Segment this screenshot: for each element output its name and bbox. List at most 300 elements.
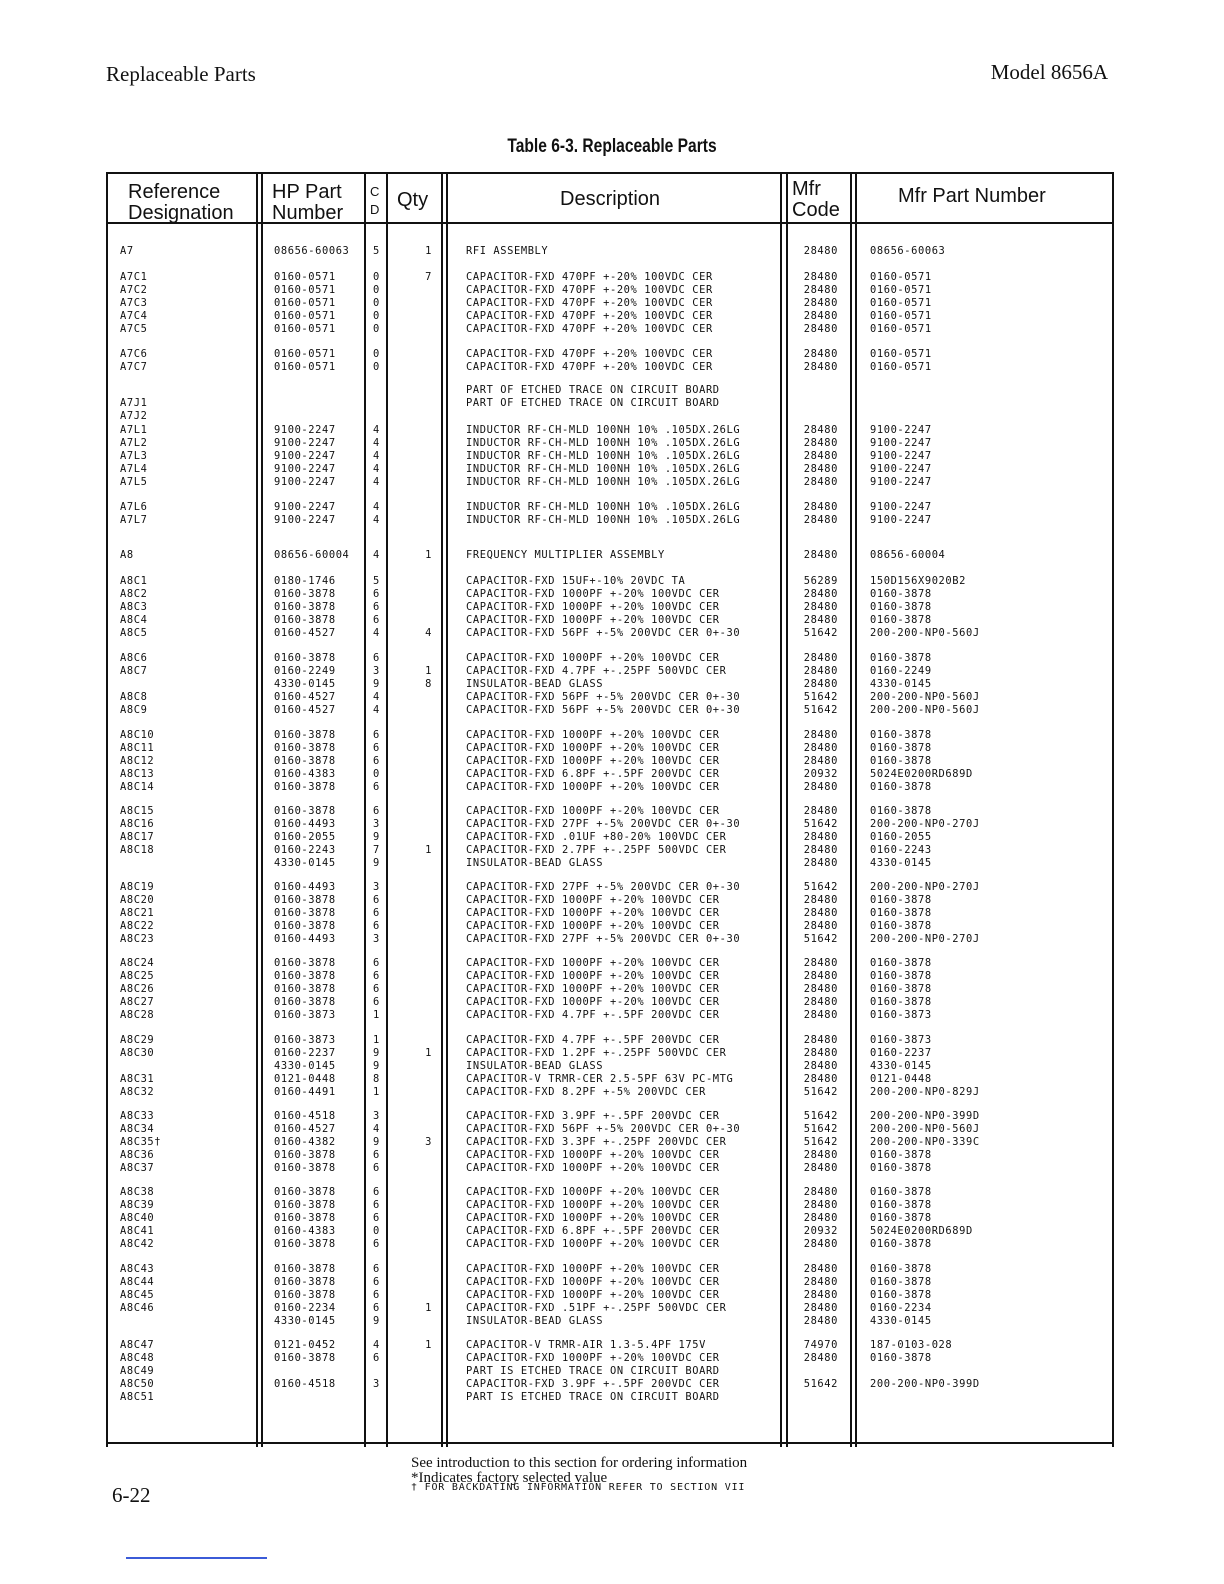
cell-desc: CAPACITOR-FXD 1000PF +-20% 100VDC CER: [466, 1276, 720, 1288]
cell-ref: A8C45: [120, 1289, 155, 1301]
cell-code: 28480: [803, 844, 838, 856]
cell-code: 28480: [803, 437, 838, 449]
cell-mfr: 0160-3878: [870, 1289, 932, 1301]
table-row: [0, 1365, 1224, 1378]
cell-cd: 9: [373, 678, 380, 690]
cell-hp: 0160-0571: [274, 361, 336, 373]
cell-ref: A8C43: [120, 1263, 155, 1275]
col-head-hp-2: Number: [272, 202, 344, 224]
cell-hp: 0160-4491: [274, 1086, 336, 1098]
cell-cd: 6: [373, 781, 380, 793]
cell-cd: 1: [373, 1009, 380, 1021]
table-row: [0, 397, 1224, 410]
cell-desc: CAPACITOR-FXD 1000PF +-20% 100VDC CER: [466, 1238, 720, 1250]
cell-cd: 0: [373, 348, 380, 360]
cell-mfr: 200-200-NP0-270J: [870, 933, 980, 945]
cell-cd: 9: [373, 1060, 380, 1072]
cell-hp: 0160-3878: [274, 1199, 336, 1211]
table-row: [0, 1123, 1224, 1136]
cell-ref: A7C4: [120, 310, 148, 322]
cell-desc: CAPACITOR-FXD 470PF +-20% 100VDC CER: [466, 284, 713, 296]
table-row: [0, 1238, 1224, 1251]
cell-mfr: 9100-2247: [870, 501, 932, 513]
cell-ref: A7C5: [120, 323, 148, 335]
cell-mfr: 08656-60004: [870, 549, 946, 561]
cell-hp: 0160-3878: [274, 957, 336, 969]
cell-mfr: 0160-2243: [870, 844, 932, 856]
table-row: [0, 501, 1224, 514]
cell-hp: 0160-4527: [274, 704, 336, 716]
cell-mfr: 200-200-NP0-560J: [870, 691, 980, 703]
cell-cd: 6: [373, 729, 380, 741]
cell-code: 28480: [803, 601, 838, 613]
cell-cd: 4: [373, 549, 380, 561]
table-row: [0, 1060, 1224, 1073]
cell-desc: CAPACITOR-FXD .01UF +80-20% 100VDC CER: [466, 831, 727, 843]
cell-hp: 0160-3878: [274, 1149, 336, 1161]
cell-code: 28480: [803, 1009, 838, 1021]
table-row: [0, 1086, 1224, 1099]
cell-code: 28480: [803, 424, 838, 436]
cell-code: 28480: [803, 323, 838, 335]
table-row: [0, 1276, 1224, 1289]
cell-qty: 1: [425, 1047, 432, 1059]
cell-desc: CAPACITOR-FXD 27PF +-5% 200VDC CER 0+-30: [466, 818, 741, 830]
cell-cd: 6: [373, 920, 380, 932]
cell-code: 28480: [803, 588, 838, 600]
cell-desc: CAPACITOR-FXD 1000PF +-20% 100VDC CER: [466, 1352, 720, 1364]
col-head-desc: Description: [560, 188, 661, 210]
cell-desc: INSULATOR-BEAD GLASS: [466, 678, 604, 690]
cell-ref: A8C26: [120, 983, 155, 995]
cell-cd: 6: [373, 1149, 380, 1161]
table-row: [0, 361, 1224, 374]
cell-code: 28480: [803, 1162, 838, 1174]
cell-mfr: 0160-3878: [870, 1199, 932, 1211]
cell-ref: A7C7: [120, 361, 148, 373]
cell-cd: 3: [373, 881, 380, 893]
table-row: [0, 1110, 1224, 1123]
cell-cd: 6: [373, 1289, 380, 1301]
cell-code: 28480: [803, 1238, 838, 1250]
cell-ref: A7J1: [120, 397, 148, 409]
cell-cd: 6: [373, 1212, 380, 1224]
cell-qty: 1: [425, 844, 432, 856]
cell-desc: CAPACITOR-FXD 6.8PF +-.5PF 200VDC CER: [466, 768, 720, 780]
cell-code: 28480: [803, 1186, 838, 1198]
cell-mfr: 200-200-NP0-560J: [870, 1123, 980, 1135]
cell-code: 51642: [803, 818, 838, 830]
cell-desc: CAPACITOR-FXD 1000PF +-20% 100VDC CER: [466, 1149, 720, 1161]
table-row: [0, 729, 1224, 742]
cell-ref: A8C30: [120, 1047, 155, 1059]
table-row: [0, 678, 1224, 691]
cell-cd: 4: [373, 514, 380, 526]
cell-code: 28480: [803, 501, 838, 513]
cell-code: 28480: [803, 1315, 838, 1327]
cell-desc: CAPACITOR-FXD 1000PF +-20% 100VDC CER: [466, 920, 720, 932]
table-row: [0, 1302, 1224, 1315]
cell-cd: 4: [373, 691, 380, 703]
cell-hp: 0160-0571: [274, 348, 336, 360]
cell-cd: 6: [373, 742, 380, 754]
cell-code: 51642: [803, 704, 838, 716]
cell-hp: 0160-4518: [274, 1378, 336, 1390]
cell-hp: 0160-3878: [274, 805, 336, 817]
cell-hp: 9100-2247: [274, 476, 336, 488]
cell-desc: CAPACITOR-FXD 56PF +-5% 200VDC CER 0+-30: [466, 691, 741, 703]
cell-ref: A8C5: [120, 627, 148, 639]
cell-code: 20932: [803, 1225, 838, 1237]
cell-hp: 0160-3878: [274, 1276, 336, 1288]
cell-cd: 3: [373, 933, 380, 945]
cell-hp: 0160-0571: [274, 323, 336, 335]
cell-desc: PART OF ETCHED TRACE ON CIRCUIT BOARD: [466, 397, 720, 409]
cell-cd: 6: [373, 907, 380, 919]
col-head-code-1: Mfr: [792, 178, 821, 200]
cell-mfr: 0160-3878: [870, 996, 932, 1008]
cell-hp: 0160-3878: [274, 1352, 336, 1364]
cell-cd: 3: [373, 665, 380, 677]
cell-ref: A8C51: [120, 1391, 155, 1403]
cell-qty: 1: [425, 549, 432, 561]
table-row: [0, 857, 1224, 870]
table-row: [0, 245, 1224, 258]
cell-code: 28480: [803, 907, 838, 919]
table-row: [0, 437, 1224, 450]
cell-code: 51642: [803, 881, 838, 893]
cell-mfr: 0160-3878: [870, 601, 932, 613]
cell-hp: 0160-3878: [274, 970, 336, 982]
cell-code: 28480: [803, 805, 838, 817]
cell-ref: A8C50: [120, 1378, 155, 1390]
table-row: [0, 1289, 1224, 1302]
cell-cd: 4: [373, 476, 380, 488]
cell-desc: CAPACITOR-FXD 1000PF +-20% 100VDC CER: [466, 1162, 720, 1174]
cell-cd: 6: [373, 1162, 380, 1174]
cell-code: 28480: [803, 463, 838, 475]
cell-ref: A7L2: [120, 437, 148, 449]
cell-code: 28480: [803, 665, 838, 677]
cell-ref: A7L7: [120, 514, 148, 526]
cell-desc: CAPACITOR-FXD 470PF +-20% 100VDC CER: [466, 323, 713, 335]
cell-hp: 0160-4383: [274, 768, 336, 780]
table-row: [0, 768, 1224, 781]
cell-cd: 6: [373, 755, 380, 767]
cell-code: 28480: [803, 271, 838, 283]
cell-qty: 1: [425, 1302, 432, 1314]
cell-desc: INSULATOR-BEAD GLASS: [466, 1315, 604, 1327]
cell-ref: A8C42: [120, 1238, 155, 1250]
cell-ref: A8C48: [120, 1352, 155, 1364]
table-row: [0, 957, 1224, 970]
table-row: [0, 549, 1224, 562]
cell-hp: 08656-60004: [274, 549, 350, 561]
cell-ref: A7L4: [120, 463, 148, 475]
cell-code: 28480: [803, 857, 838, 869]
cell-desc: RFI ASSEMBLY: [466, 245, 549, 257]
table-row: [0, 1225, 1224, 1238]
cell-desc: CAPACITOR-FXD 1000PF +-20% 100VDC CER: [466, 805, 720, 817]
table-row: [0, 463, 1224, 476]
cell-desc: CAPACITOR-FXD 56PF +-5% 200VDC CER 0+-30: [466, 627, 741, 639]
cell-mfr: 4330-0145: [870, 1060, 932, 1072]
cell-cd: 6: [373, 601, 380, 613]
table-row: [0, 742, 1224, 755]
cell-code: 74970: [803, 1339, 838, 1351]
cell-hp: 0160-3878: [274, 996, 336, 1008]
cell-mfr: 0160-3878: [870, 1276, 932, 1288]
cell-ref: A8C35†: [120, 1136, 162, 1148]
cell-desc: CAPACITOR-FXD 1000PF +-20% 100VDC CER: [466, 907, 720, 919]
cell-code: 51642: [803, 933, 838, 945]
cell-code: 28480: [803, 920, 838, 932]
footer-note-factory: *Indicates factory selected value: [411, 1470, 608, 1486]
cell-hp: 0160-3878: [274, 1212, 336, 1224]
cell-cd: 4: [373, 1339, 380, 1351]
cell-desc: INDUCTOR RF-CH-MLD 100NH 10% .105DX.26LG: [466, 424, 741, 436]
cell-cd: 3: [373, 1378, 380, 1390]
cell-desc: CAPACITOR-FXD 3.9PF +-.5PF 200VDC CER: [466, 1378, 720, 1390]
cell-desc: CAPACITOR-FXD 1000PF +-20% 100VDC CER: [466, 742, 720, 754]
table-row: [0, 323, 1224, 336]
table-row: [0, 844, 1224, 857]
cell-desc: CAPACITOR-FXD 3.3PF +-.25PF 200VDC CER: [466, 1136, 727, 1148]
cell-ref: A8C27: [120, 996, 155, 1008]
cell-mfr: 200-200-NP0-399D: [870, 1110, 980, 1122]
cell-qty: 4: [425, 627, 432, 639]
cell-mfr: 0160-3878: [870, 805, 932, 817]
cell-code: 28480: [803, 348, 838, 360]
cell-code: 28480: [803, 310, 838, 322]
cell-cd: 6: [373, 652, 380, 664]
cell-desc: PART IS ETCHED TRACE ON CIRCUIT BOARD: [466, 1391, 720, 1403]
cell-cd: 0: [373, 1225, 380, 1237]
cell-code: 28480: [803, 476, 838, 488]
cell-code: 28480: [803, 1047, 838, 1059]
cell-desc: CAPACITOR-FXD 1000PF +-20% 100VDC CER: [466, 652, 720, 664]
table-row: [0, 601, 1224, 614]
cell-code: 51642: [803, 1136, 838, 1148]
cell-qty: 1: [425, 245, 432, 257]
cell-desc: CAPACITOR-FXD 470PF +-20% 100VDC CER: [466, 310, 713, 322]
table-row: [0, 450, 1224, 463]
cell-mfr: 0160-2234: [870, 1302, 932, 1314]
cell-desc: CAPACITOR-FXD 15UF+-10% 20VDC TA: [466, 575, 686, 587]
cell-ref: A7L5: [120, 476, 148, 488]
cell-ref: A8C13: [120, 768, 155, 780]
cell-mfr: 4330-0145: [870, 857, 932, 869]
cell-cd: 6: [373, 983, 380, 995]
cell-cd: 7: [373, 844, 380, 856]
cell-hp: 0160-4518: [274, 1110, 336, 1122]
cell-mfr: 0121-0448: [870, 1073, 932, 1085]
cell-ref: A7L3: [120, 450, 148, 462]
footer-note-ordering: See introduction to this section for ordering information: [411, 1455, 748, 1471]
cell-hp: 0160-2234: [274, 1302, 336, 1314]
cell-hp: 0160-2243: [274, 844, 336, 856]
cell-mfr: 0160-2237: [870, 1047, 932, 1059]
cell-qty: 1: [425, 1339, 432, 1351]
cell-hp: 0160-4382: [274, 1136, 336, 1148]
cell-hp: 0160-3878: [274, 1263, 336, 1275]
cell-mfr: 9100-2247: [870, 463, 932, 475]
cell-mfr: 200-200-NP0-270J: [870, 881, 980, 893]
table-row: [0, 1391, 1224, 1404]
table-row: [0, 805, 1224, 818]
cell-code: 28480: [803, 742, 838, 754]
cell-cd: 0: [373, 271, 380, 283]
cell-cd: 6: [373, 1352, 380, 1364]
table-row: [0, 1352, 1224, 1365]
col-head-mfr: Mfr Part Number: [898, 185, 1046, 207]
cell-ref: A8C25: [120, 970, 155, 982]
cell-mfr: 0160-3878: [870, 970, 932, 982]
cell-mfr: 0160-3878: [870, 755, 932, 767]
cell-cd: 4: [373, 627, 380, 639]
cell-desc: INDUCTOR RF-CH-MLD 100NH 10% .105DX.26LG: [466, 463, 741, 475]
cell-desc: CAPACITOR-FXD .51PF +-.25PF 500VDC CER: [466, 1302, 727, 1314]
table-row: [0, 1186, 1224, 1199]
cell-ref: A8C41: [120, 1225, 155, 1237]
cell-qty: 7: [425, 271, 432, 283]
cell-ref: A8C6: [120, 652, 148, 664]
cell-cd: 0: [373, 310, 380, 322]
table-row: [0, 1136, 1224, 1149]
cell-cd: 1: [373, 1086, 380, 1098]
cell-ref: A8C3: [120, 601, 148, 613]
cell-ref: A8C7: [120, 665, 148, 677]
cell-cd: 4: [373, 704, 380, 716]
cell-hp: 0160-0571: [274, 297, 336, 309]
cell-mfr: 0160-2249: [870, 665, 932, 677]
cell-code: 28480: [803, 1199, 838, 1211]
cell-mfr: 0160-3878: [870, 983, 932, 995]
cell-code: 51642: [803, 1086, 838, 1098]
cell-cd: 9: [373, 1136, 380, 1148]
cell-hp: 0160-3878: [274, 894, 336, 906]
table-row: [0, 514, 1224, 527]
cell-mfr: 0160-3878: [870, 920, 932, 932]
cell-ref: A8C38: [120, 1186, 155, 1198]
cell-code: 51642: [803, 1110, 838, 1122]
cell-code: 28480: [803, 361, 838, 373]
cell-ref: A8C36: [120, 1149, 155, 1161]
cell-hp: 0160-3878: [274, 1162, 336, 1174]
col-head-ref-2: Designation: [128, 202, 234, 224]
cell-ref: A8C29: [120, 1034, 155, 1046]
table-row: [0, 781, 1224, 794]
cell-mfr: 0160-3878: [870, 957, 932, 969]
cell-hp: 0160-2237: [274, 1047, 336, 1059]
cell-code: 28480: [803, 831, 838, 843]
cell-hp: 0160-0571: [274, 310, 336, 322]
cell-code: 20932: [803, 768, 838, 780]
cell-mfr: 0160-3878: [870, 1149, 932, 1161]
cell-cd: 0: [373, 361, 380, 373]
table-row: [0, 1034, 1224, 1047]
cell-hp: 0160-4527: [274, 627, 336, 639]
cell-ref: A7C1: [120, 271, 148, 283]
cell-hp: 0160-3878: [274, 652, 336, 664]
table-row: [0, 933, 1224, 946]
table-row: [0, 1315, 1224, 1328]
cell-code: 28480: [803, 1289, 838, 1301]
cell-ref: A8: [120, 549, 134, 561]
cell-ref: A8C21: [120, 907, 155, 919]
cell-ref: A8C49: [120, 1365, 155, 1377]
cell-mfr: 187-0103-028: [870, 1339, 953, 1351]
cell-mfr: 9100-2247: [870, 437, 932, 449]
col-head-code-2: Code: [792, 199, 840, 221]
cell-code: 28480: [803, 245, 838, 257]
cell-hp: 9100-2247: [274, 450, 336, 462]
cell-mfr: 9100-2247: [870, 476, 932, 488]
page-header-left: Replaceable Parts: [106, 62, 256, 86]
cell-ref: A7J2: [120, 410, 148, 422]
cell-ref: A8C37: [120, 1162, 155, 1174]
cell-hp: 4330-0145: [274, 1060, 336, 1072]
table-row: [0, 894, 1224, 907]
cell-ref: A8C2: [120, 588, 148, 600]
cell-desc: CAPACITOR-FXD 1000PF +-20% 100VDC CER: [466, 970, 720, 982]
cell-code: 28480: [803, 1352, 838, 1364]
cell-hp: 0160-2055: [274, 831, 336, 843]
cell-mfr: 0160-3878: [870, 907, 932, 919]
cell-mfr: 5024E0200RD689D: [870, 1225, 973, 1237]
cell-mfr: 200-200-NP0-560J: [870, 627, 980, 639]
cell-mfr: 200-200-NP0-339C: [870, 1136, 980, 1148]
cell-ref: A8C23: [120, 933, 155, 945]
cell-desc: CAPACITOR-FXD 6.8PF +-.5PF 200VDC CER: [466, 1225, 720, 1237]
table-row: [0, 920, 1224, 933]
cell-hp: 0160-4493: [274, 818, 336, 830]
cell-desc: INDUCTOR RF-CH-MLD 100NH 10% .105DX.26LG: [466, 501, 741, 513]
cell-code: 51642: [803, 1378, 838, 1390]
cell-cd: 9: [373, 857, 380, 869]
page-number: 6-22: [112, 1483, 151, 1507]
cell-desc: CAPACITOR-FXD 1.2PF +-.25PF 500VDC CER: [466, 1047, 727, 1059]
cell-ref: A8C47: [120, 1339, 155, 1351]
cell-desc: INDUCTOR RF-CH-MLD 100NH 10% .105DX.26LG: [466, 450, 741, 462]
cell-mfr: 0160-3878: [870, 729, 932, 741]
table-row: [0, 1199, 1224, 1212]
cell-hp: 0160-3878: [274, 1238, 336, 1250]
cell-mfr: 0160-0571: [870, 361, 932, 373]
cell-hp: 9100-2247: [274, 437, 336, 449]
cell-code: 28480: [803, 755, 838, 767]
col-head-cd-1: C: [370, 184, 380, 199]
cell-code: 28480: [803, 1034, 838, 1046]
cell-cd: 5: [373, 245, 380, 257]
cell-ref: A8C19: [120, 881, 155, 893]
cell-hp: 0160-3873: [274, 1034, 336, 1046]
cell-desc: CAPACITOR-FXD 470PF +-20% 100VDC CER: [466, 297, 713, 309]
cell-mfr: 0160-3878: [870, 894, 932, 906]
table-row: [0, 818, 1224, 831]
table-row: [0, 881, 1224, 894]
cell-ref: A8C44: [120, 1276, 155, 1288]
cell-code: 28480: [803, 652, 838, 664]
cell-mfr: 9100-2247: [870, 514, 932, 526]
cell-hp: 0160-3878: [274, 781, 336, 793]
cell-desc: CAPACITOR-FXD 470PF +-20% 100VDC CER: [466, 361, 713, 373]
cell-desc: FREQUENCY MULTIPLIER ASSEMBLY: [466, 549, 665, 561]
cell-ref: A7C2: [120, 284, 148, 296]
cell-hp: 0160-3878: [274, 1186, 336, 1198]
cell-desc: PART IS ETCHED TRACE ON CIRCUIT BOARD: [466, 1365, 720, 1377]
cell-mfr: 200-200-NP0-560J: [870, 704, 980, 716]
